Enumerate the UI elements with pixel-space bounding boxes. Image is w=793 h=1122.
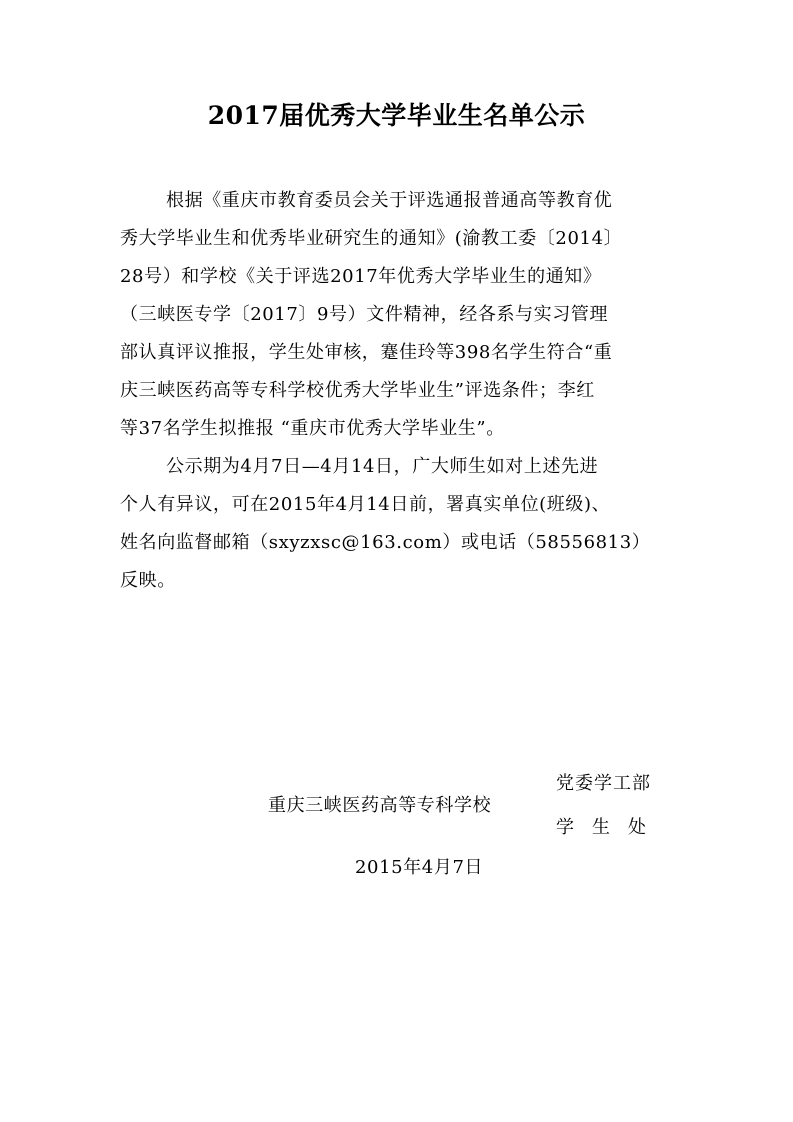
body-line: （三峡医专学〔2017〕9号）文件精神，经各系与实习管理	[120, 304, 609, 325]
body-line: 个人有异议，可在2015年4月14日前，署真实单位(班级)、	[120, 494, 611, 515]
document-title: 2017届优秀大学毕业生名单公示	[207, 101, 586, 130]
signature-school: 重庆三峡医药高等专科学校	[268, 795, 492, 816]
signature-student-office: 学 生 处	[556, 817, 646, 838]
body-line: 根据《重庆市教育委员会关于评选通报普通高等教育优	[166, 190, 613, 211]
signature-date: 2015年4月7日	[355, 857, 484, 878]
body-line: 等37名学生拟推报 “重庆市优秀大学毕业生”。	[120, 418, 505, 439]
body-line: 秀大学毕业生和优秀毕业研究生的通知》(渝教工委〔2014〕	[120, 228, 623, 249]
body-line: 反映。	[120, 570, 176, 591]
body-line: 部认真评议推报，学生处审核，蹇佳玲等398名学生符合“重	[120, 342, 613, 363]
body-line: 庆三峡医药高等专科学校优秀大学毕业生”评选条件；李红	[120, 380, 595, 401]
body-line: 姓名向监督邮箱（sxyzxsc@163.com）或电话（58556813）	[120, 532, 651, 553]
body-line: 公示期为4月7日—4月14日，广大师生如对上述先进	[166, 456, 599, 477]
body-line: 28号）和学校《关于评选2017年优秀大学毕业生的通知》	[120, 266, 602, 287]
signature-department: 党委学工部	[556, 773, 651, 794]
